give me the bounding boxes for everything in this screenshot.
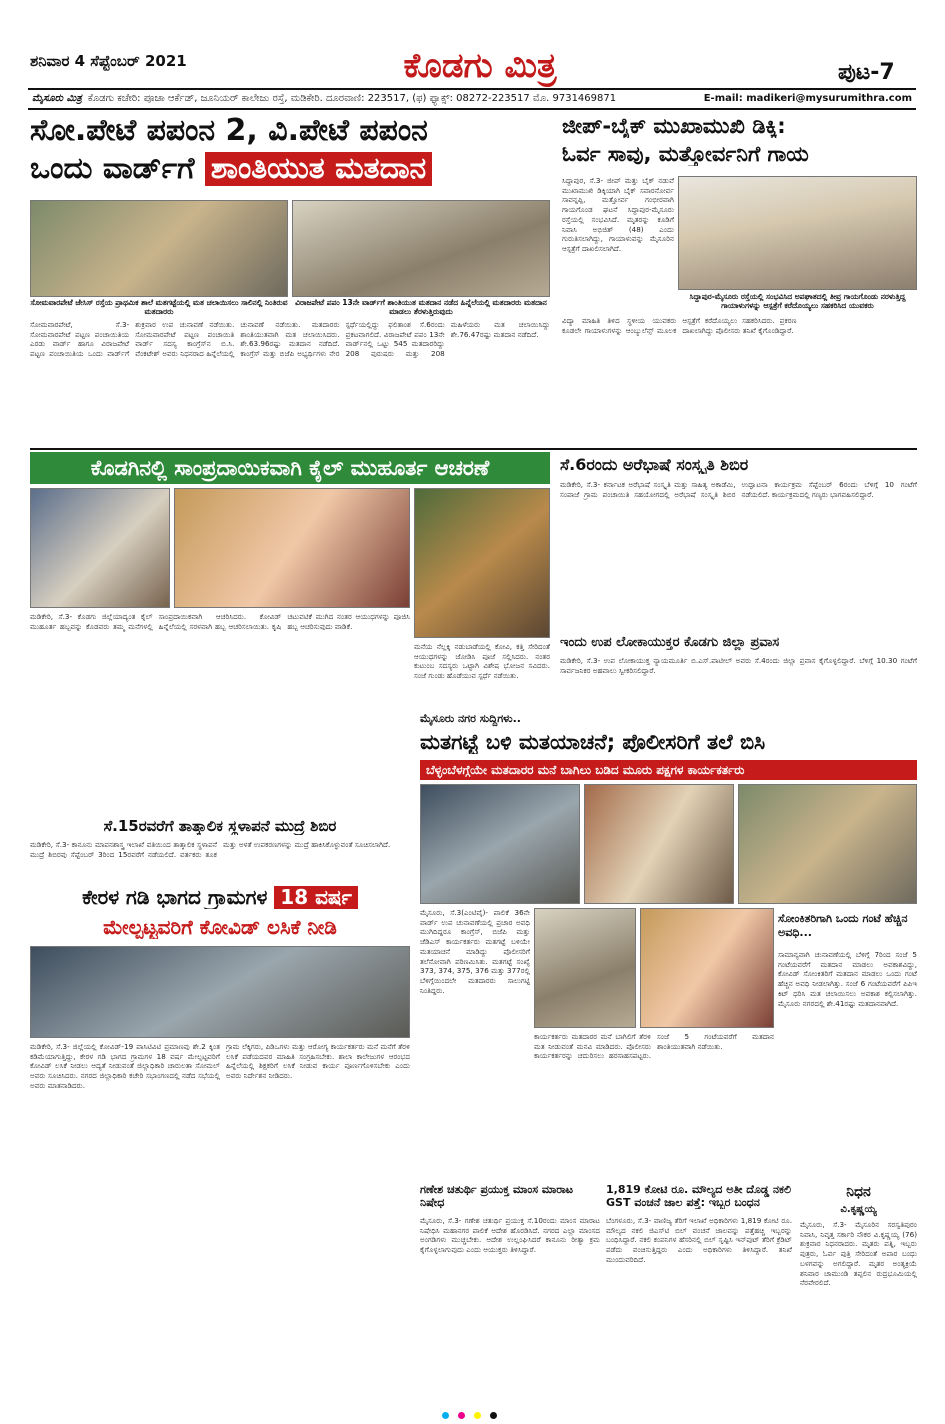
mysore-news-subhead: ಬೆಳ್ಳಂಬೆಳಗ್ಗೆಯೇ ಮತದಾರರ ಮನೆ ಬಾಗಿಲು ಬಡಿದ ಮೂರು ಪಕ್ಷಗಳ ಕಾರ್ಯಕರ್ತರು (420, 760, 917, 780)
story1-headline-highlight: ಶಾಂತಿಯುತ ಮತದಾನ (205, 152, 432, 186)
obituary-name: ವಿ.ಕೃಷ್ಣಯ್ಯ (840, 1204, 877, 1215)
dc-meeting-photo (30, 946, 410, 1038)
covid-hours-box-title: ಸೋಂಕಿತರಿಗಾಗಿ ಒಂದು ಗಂಟೆ ಹೆಚ್ಚಿನ ಅವಧಿ... (778, 912, 908, 939)
campaigners-photo-1 (420, 784, 580, 904)
issue-date: ಶನಿವಾರ 4 ಸೆಪ್ಟೆಂಬರ್ 2021 (30, 52, 187, 70)
story2-headline-line2: ಓರ್ವ ಸಾವು, ಮತ್ತೋರ್ವನಿಗೆ ಗಾಯ (562, 142, 809, 166)
story3-headline: ಕೊಡಗಿನಲ್ಲಿ ಸಾಂಪ್ರದಾಯಿಕವಾಗಿ ಕೈಲ್ ಮುಹೂರ್ತ ಆಚರಣೆ (30, 452, 550, 484)
family-kailpodh-photo (30, 488, 170, 608)
weapons-display-photo (414, 488, 550, 638)
mysore-news-body-1: ಮೈಸೂರು, ಸೆ.3(ಎಂಟಿವೈ)- ಪಾಲಿಕೆ 36ನೇ ವಾರ್ಡ್ ಉಪ ಚುನಾವಣೆಯಲ್ಲಿ ಪ್ರಚಾರ ಅವಧಿ ಮುಗಿದಿದ್ದರೂ ಕಾಂಗ್ರೆಸ್, ಬಿಜೆಪಿ ಮತ್ತು ಜೆಡಿಎಸ್ ಕಾರ್ಯಕರ್ತರು ಮತಗಟ್ಟೆ ಬಳಿಯೇ ಮತಯಾಚನೆ ಮಾಡಿದ್ದು ಪೊಲೀಸರಿಗೆ ತಲೆನೋವಾಗಿ ಪರಿಣಮಿಸಿತು. ಮತಗಟ್ಟೆ ಸಂಖ್ಯೆ 373, 374, 375, 376 ಮತ್ತು 377ರಲ್ಲಿ ಬೆಳಿಗ್ಗೆಯಿಂದಲೇ ಮತದಾರರು ಸಾಲುಗಟ್ಟಿ ನಿಂತಿದ್ದರು. (420, 908, 530, 995)
ambulance-photo (678, 176, 917, 290)
story8-body: ಮೈಸೂರು, ಸೆ.3- ಗಣೇಶ ಚತುರ್ಥಿ ಪ್ರಯುಕ್ತ ಸೆ.10ರಂದು ಮಾಂಸ ಮಾರಾಟ ನಿಷೇಧಿಸಿ ಮಹಾನಗರ ಪಾಲಿಕೆ ಆದೇಶ ಹೊರಡಿಸಿದೆ. ನಗರದ ಎಲ್ಲಾ ಮಾಂಸದ ಅಂಗಡಿಗಳು ಮುಚ್ಚಬೇಕು. ಆದೇಶ ಉಲ್ಲಂಘಿಸಿದರೆ ಕಾನೂನು ರೀತ್ಯಾ ಕ್ರಮ ಕೈಗೊಳ್ಳಲಾಗುವುದು ಎಂದು ಆಯುಕ್ತರು ತಿಳಿಸಿದ್ದಾರೆ. (420, 1216, 600, 1255)
story4-headline: ಸೆ.6ರಂದು ಅರೆಭಾಷೆ ಸಂಸ್ಕೃತಿ ಶಿಬಿರ (560, 456, 749, 474)
obituary-body: ಮೈಸೂರು, ಸೆ.3- ಮೈಸೂರಿನ ಸರಸ್ವತಿಪುರಂ ನಿವಾಸಿ, ನಿವೃತ್ತ ಸರ್ಕಾರಿ ನೌಕರ ವಿ.ಕೃಷ್ಣಯ್ಯ (76) ಶುಕ್ರವಾರ ನಿಧನರಾದರು. ಮೃತರು ಪತ್ನಿ, ಇಬ್ಬರು ಪುತ್ರರು, ಓರ್ವ ಪುತ್ರಿ ಸೇರಿದಂತೆ ಅಪಾರ ಬಂಧು ಬಳಗವನ್ನು ಅಗಲಿದ್ದಾರೆ. ಮೃತರ ಅಂತ್ಯಕ್ರಿಯೆ ಶನಿವಾರ ಚಾಮುಂಡಿ ತಪ್ಪಲಿನ ರುದ್ರಭೂಮಿಯಲ್ಲಿ ನೆರವೇರಲಿದೆ. (800, 1220, 917, 1288)
magenta-dot (458, 1412, 465, 1419)
story7-headline-line2: ಮೇಲ್ಪಟ್ಟವರಿಗೆ ಕೋವಿಡ್ ಲಸಿಕೆ ನೀಡಿ (103, 916, 337, 939)
campaigners-photo-2 (584, 784, 734, 904)
story7-body-1: ಮಡಿಕೇರಿ, ಸೆ.3- ಜಿಲ್ಲೆಯಲ್ಲಿ ಕೋವಿಡ್-19 ಪಾಸಿಟಿವಿಟಿ ಪ್ರಮಾಣವು ಶೇ.2 ಕ್ಕಿಂತ ಕಡಿಮೆಯಾಗುತ್ತಿದ್ದು, ಕೇರಳ ಗಡಿ ಭಾಗದ ಗ್ರಾಮಗಳ 18 ವರ್ಷ ಮೇಲ್ಪಟ್ಟವರಿಗೆ ಕೋವಿಡ್ ಲಸಿಕೆ ನೀಡಲು ಆದ್ಯತೆ ನೀಡುವಂತೆ ಜಿಲ್ಲಾಧಿಕಾರಿ ಚಾರುಲತಾ ಸೋಮಲ್ ಅವರು ಸೂಚಿಸಿದರು. ನಗರದ ಜಿಲ್ಲಾಧಿಕಾರಿ ಕಚೇರಿ ಸಭಾಂಗಣದಲ್ಲಿ ನಡೆದ ಸಭೆಯಲ್ಲಿ ಅವರು ಮಾತನಾಡಿದರು. (30, 1042, 220, 1090)
story1-headline-part: ಒಂದು ವಾರ್ಡ್‌ಗೆ (30, 152, 195, 186)
story2-body-1: ಸಿದ್ದಾಪುರ, ಸೆ.3- ಜೀಪ್ ಮತ್ತು ಬೈಕ್ ನಡುವೆ ಮುಖಾಮುಖಿ ಡಿಕ್ಕಿಯಾಗಿ ಬೈಕ್ ಸವಾರನೋರ್ವ ಸಾವನ್ನಪ್ಪಿ, ಮತ್ತೋರ್ವ ಗಂಭೀರವಾಗಿ ಗಾಯಗೊಂಡ ಘಟನೆ ಸಿದ್ದಾಪುರ-ಮೈಸೂರು ರಸ್ತೆಯಲ್ಲಿ ಸಂಭವಿಸಿದೆ. ಮೃತರನ್ನು ಕೂಡಿಗೆ ನಿವಾಸಿ ಅಭಿಜಿತ್ (48) ಎಂದು ಗುರುತಿಸಲಾಗಿದ್ದು, ಗಾಯಾಳುವನ್ನು ಮೈಸೂರಿನ ಆಸ್ಪತ್ರೆಗೆ ದಾಖಲಿಸಲಾಗಿದೆ. (562, 176, 674, 254)
story1-headline-line1: ಸೋ.ಪೇಟೆ ಪಪಂನ 2, ವಿ.ಪೇಟೆ ಪಪಂನ (30, 114, 428, 148)
story7-headline-part: ಕೇರಳ ಗಡಿ ಭಾಗದ ಗ್ರಾಮಗಳ (82, 886, 268, 909)
covid-hours-box-body: ಸಾಮಾನ್ಯವಾಗಿ ಚುನಾವಣೆಯಲ್ಲಿ ಬೆಳಿಗ್ಗೆ 7ರಿಂದ ಸಂಜೆ 5 ಗಂಟೆಯವರೆಗೆ ಮತದಾನ ಮಾಡಲು ಅವಕಾಶವಿದ್ದು, ಕೋವಿಡ್ ಸೋಂಕಿತರಿಗೆ ಮತದಾನ ಮಾಡಲು ಒಂದು ಗಂಟೆ ಹೆಚ್ಚಿನ ಅವಧಿ ನೀಡಲಾಗಿತ್ತು. ಸಂಜೆ 6 ಗಂಟೆಯವರೆಗೆ ಪಿಪಿಇ ಕಿಟ್ ಧರಿಸಿ ಮತ ಚಲಾಯಿಸಲು ಅವಕಾಶ ಕಲ್ಪಿಸಲಾಗಿತ್ತು. ಮೈಸೂರು ನಗರದಲ್ಲಿ ಶೇ.41ರಷ್ಟು ಮತದಾನವಾಗಿದೆ. (778, 950, 917, 1008)
volunteers-photo (534, 908, 636, 1028)
story1-body: ಸೋಮವಾರಪೇಟೆ, ಸೆ.3- ಸೋಮವಾರಪೇಟೆ ಪಟ್ಟಣ ಪಂಚಾಯಿತಿಯ ಎರಡು ವಾರ್ಡ್ ಹಾಗೂ ವಿರಾಜಪೇಟೆ ಪಟ್ಟಣ ಪಂಚಾಯಿತಿಯ ಒಂದು ವಾರ್ಡ್‌ಗೆ ಶುಕ್ರವಾರ ಉಪ ಚುನಾವಣೆ ನಡೆಯಿತು. ಸೋಮವಾರಪೇಟೆ ಪಟ್ಟಣ ಪಂಚಾಯಿತಿ ವಾರ್ಡ್ ಸದಸ್ಯ ಕಾಂಗ್ರೆಸ್‌ನ ಬಿ.ಸಿ. ವೆಂಕಟೇಶ್ ಅವರು ನಿಧನರಾದ ಹಿನ್ನೆಲೆಯಲ್ಲಿ ಚುನಾವಣೆ ನಡೆಯಿತು. ಮತದಾರರು ಶಾಂತಿಯುತವಾಗಿ ಮತ ಚಲಾಯಿಸಿದರು. ಶೇ.63.96ರಷ್ಟು ಮತದಾನ ನಡೆದಿದೆ. ಕಾಂಗ್ರೆಸ್ ಮತ್ತು ಬಿಜೆಪಿ ಅಭ್ಯರ್ಥಿಗಳು ನೇರ ಸ್ಪರ್ಧೆಯಲ್ಲಿದ್ದು ಫಲಿತಾಂಶ ಸೆ.6ರಂದು ಪ್ರಕಟವಾಗಲಿದೆ. ವಿರಾಜಪೇಟೆ ಪಪಂ 13ನೇ ವಾರ್ಡ್‌ನಲ್ಲಿ ಒಟ್ಟು 545 ಮತದಾರರಿದ್ದು 208 ಪುರುಷರು ಮತ್ತು 208 ಮಹಿಳೆಯರು ಮತ ಚಲಾಯಿಸಿದ್ದು ಶೇ.76.47ರಷ್ಟು ಮತದಾನ ನಡೆದಿದೆ. (30, 320, 550, 359)
contact-bar (28, 88, 916, 110)
registration-marks (440, 1404, 499, 1423)
story1-caption-1: ಸೋಮವಾರಪೇಟೆ ಜೇಸಿಸ್ ರಸ್ತೆಯ ಪ್ರಾಥಮಿಕ ಶಾಲೆ ಮತಗಟ್ಟೆಯಲ್ಲಿ ಮತ ಚಲಾಯಿಸಲು ಸಾಲಿನಲ್ಲಿ ನಿಂತಿರುವ ಮತದಾರರು (30, 298, 288, 317)
page-number: ಪುಟ-7 (838, 60, 895, 85)
women-voters-photo (640, 908, 774, 1028)
voters-queue-photo (738, 784, 917, 904)
email-link[interactable]: E-mail: madikeri@mysurumithra.com (703, 93, 912, 104)
story5-headline: ಇಂದು ಉಪ ಲೋಕಾಯುಕ್ತರ ಕೊಡಗು ಜಿಲ್ಲಾ ಪ್ರವಾಸ (560, 636, 780, 650)
elderly-voter-photo (292, 200, 550, 297)
polling-queue-photo (30, 200, 288, 297)
story2-body-2: ವಿದ್ಯಾ ಮಾಹಿತಿ ತಿಳಿದ ಸ್ಥಳೀಯ ಯುವಕರು ಕೂಡಲೇ ಗಾಯಾಳುಗಳನ್ನು ಆಂಬ್ಯುಲೆನ್ಸ್ ಮೂಲಕ ಆಸ್ಪತ್ರೆಗೆ ಕರೆದೊಯ್ಯಲು ಸಹಕರಿಸಿದರು. ಪ್ರಕರಣ ದಾಖಲಾಗಿದ್ದು ಪೊಲೀಸರು ತನಿಖೆ ಕೈಗೊಂಡಿದ್ದಾರೆ. (562, 316, 797, 335)
story3-body-1: ಮಡಿಕೇರಿ, ಸೆ.3- ಕೊಡಗು ಜಿಲ್ಲೆಯಾದ್ಯಂತ ಕೈಲ್ ಮುಹೂರ್ತ ಹಬ್ಬವನ್ನು ಕೊಡವರು ತಮ್ಮ ಮನೆಗಳಲ್ಲಿ ಸಾಂಪ್ರದಾಯಿಕವಾಗಿ ಆಚರಿಸಿದರು. ಕೋವಿಡ್ ಹಿನ್ನೆಲೆಯಲ್ಲಿ ಸರಳವಾಗಿ ಹಬ್ಬ ಆಚರಿಸಲಾಯಿತು. ಕೃಷಿ ಚಟುವಟಿಕೆ ಮುಗಿದ ನಂತರ ಆಯುಧಗಳನ್ನು ಪೂಜಿಸಿ ಹಬ್ಬ ಆಚರಿಸುವುದು ವಾಡಿಕೆ. (30, 612, 410, 631)
divider (30, 448, 917, 450)
mysore-news-body-2: ಕಾರ್ಯಕರ್ತರು ಮತದಾರರ ಮನೆ ಬಾಗಿಲಿಗೆ ತೆರಳಿ ಮತ ನೀಡುವಂತೆ ಮನವಿ ಮಾಡಿದರು. ಪೊಲೀಸರು ಕಾರ್ಯಕರ್ತರನ್ನು ಚದುರಿಸಲು ಹರಸಾಹಸಪಟ್ಟರು. ಸಂಜೆ 5 ಗಂಟೆಯವರೆಗೆ ಮತದಾನ ಶಾಂತಿಯುತವಾಗಿ ನಡೆಯಿತು. (534, 1032, 774, 1061)
story1-headline-line2 (30, 152, 550, 187)
story7-body-2: ಗ್ರಾಮ ಲೆಕ್ಕಿಗರು, ಪಿಡಿಒಗಳು ಮತ್ತು ಆರೋಗ್ಯ ಕಾರ್ಯಕರ್ತರು ಮನೆ ಮನೆಗೆ ತೆರಳಿ ಲಸಿಕೆ ಪಡೆಯದವರ ಮಾಹಿತಿ ಸಂಗ್ರಹಿಸಬೇಕು. ಶಾಲಾ ಕಾಲೇಜುಗಳ ಆರಂಭದ ಹಿನ್ನೆಲೆಯಲ್ಲಿ ಶಿಕ್ಷಕರಿಗೆ ಲಸಿಕೆ ನೀಡುವ ಕಾರ್ಯ ಪೂರ್ಣಗೊಳಿಸಬೇಕು ಎಂದು ಅವರು ನಿರ್ದೇಶನ ನೀಡಿದರು. (226, 1042, 410, 1081)
story1-caption-2: ವಿರಾಜಪೇಟೆ ಪಪಂ 13ನೇ ವಾರ್ಡ್‌ಗೆ ಶಾಂತಿಯುತ ಮತದಾನ ನಡೆದ ಹಿನ್ನೆಲೆಯಲ್ಲಿ ಮತದಾರರು ಮತದಾನ ಮಾಡಲು ತೆರಳುತ್ತಿರುವುದು (295, 298, 547, 317)
story5-body: ಮಡಿಕೇರಿ, ಸೆ.3- ಉಪ ಲೋಕಾಯುಕ್ತ ನ್ಯಾಯಮೂರ್ತಿ ಬಿ.ಎಸ್.ಪಾಟೀಲ್ ಅವರು ಸೆ.4ರಂದು ಜಿಲ್ಲಾ ಪ್ರವಾಸ ಕೈಗೊಳ್ಳಲಿದ್ದಾರೆ. ಬೆಳಿಗ್ಗೆ 10.30 ಗಂಟೆಗೆ ಸಾರ್ವಜನಿಕರ ಅಹವಾಲು ಸ್ವೀಕರಿಸಲಿದ್ದಾರೆ. (560, 656, 917, 675)
masthead-logo: ಕೊಡಗು ಮಿತ್ರ (403, 46, 557, 86)
story6-headline: ಸೆ.15ರವರೆಗೆ ತಾತ್ಕಾಲಿಕ ಸ್ಥಳಾಪನೆ ಮುದ್ರೆ ಶಿಬಿರ (103, 818, 337, 835)
mysore-news-headline: ಮತಗಟ್ಟೆ ಬಳಿ ಮತಯಾಚನೆ; ಪೊಲೀಸರಿಗೆ ತಲೆ ಬಿಸಿ (420, 730, 766, 754)
story8-headline: ಗಣೇಶ ಚತುರ್ಥಿ ಪ್ರಯುಕ್ತ ಮಾಂಸ ಮಾರಾಟ ನಿಷೇಧ (420, 1184, 574, 1209)
story9-headline: 1,819 ಕೋಟಿ ರೂ. ಮೌಲ್ಯದ ಅತೀ ದೊಡ್ಡ ನಕಲಿ GST ವಂಚನೆ ಜಾಲ ಪತ್ತೆ: ಇಬ್ಬರ ಬಂಧನ (606, 1184, 791, 1209)
story6-body: ಮಡಿಕೇರಿ, ಸೆ.3- ಕಾನೂನು ಮಾಪನಶಾಸ್ತ್ರ ಇಲಾಖೆ ವತಿಯಿಂದ ತಾತ್ಕಾಲಿಕ ಸ್ಥಳಾಪನೆ ಮುದ್ರೆ ಶಿಬಿರವು ಸೆಪ್ಟೆಂಬರ್ 3ರಿಂದ 15ರವರೆಗೆ ನಡೆಯಲಿದೆ. ವರ್ತಕರು ತೂಕ ಮತ್ತು ಅಳತೆ ಉಪಕರಣಗಳನ್ನು ಮುದ್ರೆ ಹಾಕಿಸಿಕೊಳ್ಳುವಂತೆ ಸೂಚಿಸಲಾಗಿದೆ. (30, 840, 391, 859)
office-contact: ಕೊಡಗು ಕಚೇರಿ: ಪೂಜಾ ಆರ್ಕೆಡ್, ಜೂನಿಯರ್ ಕಾಲೇಜು ರಸ್ತೆ, ಮಡಿಕೇರಿ. ದೂರವಾಣಿ: 223517, (ಫ) ಫ್ಯಾಕ್ಸ್: 08272-223517 ಮೊ. 9731469871 (87, 93, 617, 104)
yellow-dot (474, 1412, 481, 1419)
black-dot (490, 1412, 497, 1419)
cyan-dot (442, 1412, 449, 1419)
story7-headline-line1 (30, 886, 410, 909)
story4-body: ಮಡಿಕೇರಿ, ಸೆ.3- ಕರ್ನಾಟಕ ಅರೆಭಾಷೆ ಸಂಸ್ಕೃತಿ ಮತ್ತು ಸಾಹಿತ್ಯ ಅಕಾಡೆಮಿ, ಸಂಪಾಜೆ ಗ್ರಾಮ ಪಂಚಾಯಿತಿ ಸಹಯೋಗದಲ್ಲಿ ಅರೆಭಾಷೆ ಸಂಸ್ಕೃತಿ ಶಿಬಿರ ಉದ್ಘಾಟನಾ ಕಾರ್ಯಕ್ರಮ ಸೆಪ್ಟೆಂಬರ್ 6ರಂದು ಬೆಳಿಗ್ಗೆ 10 ಗಂಟೆಗೆ ನಡೆಯಲಿದೆ. ಕಾರ್ಯಕ್ರಮದಲ್ಲಿ ಗಣ್ಯರು ಭಾಗವಹಿಸಲಿದ್ದಾರೆ. (560, 480, 917, 499)
story3-body-2: ಮನೆಯ ನೆಲ್ಲಕ್ಕಿ ನಡುಬಾಡೆಯಲ್ಲಿ ಕೋವಿ, ಕತ್ತಿ ಸೇರಿದಂತೆ ಆಯುಧಗಳನ್ನು ಜೋಡಿಸಿ ಪೂಜೆ ಸಲ್ಲಿಸಿದರು. ನಂತರ ಕುಟುಂಬ ಸದಸ್ಯರು ಒಟ್ಟಾಗಿ ವಿಶೇಷ ಭೋಜನ ಸವಿದರು. ಸಂಜೆ ಗುಂಡು ಹೊಡೆಯುವ ಸ್ಪರ್ಧೆ ನಡೆಯಿತು. (414, 642, 550, 681)
publisher-name: ಮೈಸೂರು ಮಿತ್ರ (32, 93, 82, 104)
story9-body: ಬೆಂಗಳೂರು, ಸೆ.3- ವಾಣಿಜ್ಯ ತೆರಿಗೆ ಇಲಾಖೆ ಅಧಿಕಾರಿಗಳು 1,819 ಕೋಟಿ ರೂ. ಮೌಲ್ಯದ ನಕಲಿ ಜಿಎಸ್‌ಟಿ ಬಿಲ್ ವಂಚನೆ ಜಾಲವನ್ನು ಪತ್ತೆಹಚ್ಚಿ ಇಬ್ಬರನ್ನು ಬಂಧಿಸಿದ್ದಾರೆ. ನಕಲಿ ಕಂಪನಿಗಳ ಹೆಸರಿನಲ್ಲಿ ಬಿಲ್ ಸೃಷ್ಟಿಸಿ ಇನ್‌ಪುಟ್ ತೆರಿಗೆ ಕ್ರೆಡಿಟ್ ಪಡೆದು ವಂಚಿಸುತ್ತಿದ್ದರು ಎಂದು ಅಧಿಕಾರಿಗಳು ತಿಳಿಸಿದ್ದಾರೆ. ತನಿಖೆ ಮುಂದುವರಿದಿದೆ. (606, 1216, 792, 1264)
story2-caption: ಸಿದ್ದಾಪುರ-ಮೈಸೂರು ರಸ್ತೆಯಲ್ಲಿ ಸಂಭವಿಸಿದ ಅಪಘಾತದಲ್ಲಿ ತೀವ್ರ ಗಾಯಗೊಂಡು ನರಳುತ್ತಿದ್ದ ಗಾಯಾಳುಗಳನ್ನು ಆಸ್ಪತ್ರೆಗೆ ಕರೆದೊಯ್ಯಲು ಸಹಕರಿಸಿದ ಯುವಕರು (689, 292, 906, 311)
couple-puja-photo (174, 488, 410, 608)
obituary-title: ನಿಧನ (846, 1184, 871, 1200)
story7-headline-highlight: 18 ವರ್ಷ (274, 886, 358, 909)
mysore-news-tag: ಮೈಸೂರು ನಗರ ಸುದ್ದಿಗಳು.. (420, 712, 521, 725)
story2-headline-line1: ಜೀಪ್-ಬೈಕ್ ಮುಖಾಮುಖಿ ಡಿಕ್ಕಿ: (562, 114, 786, 138)
